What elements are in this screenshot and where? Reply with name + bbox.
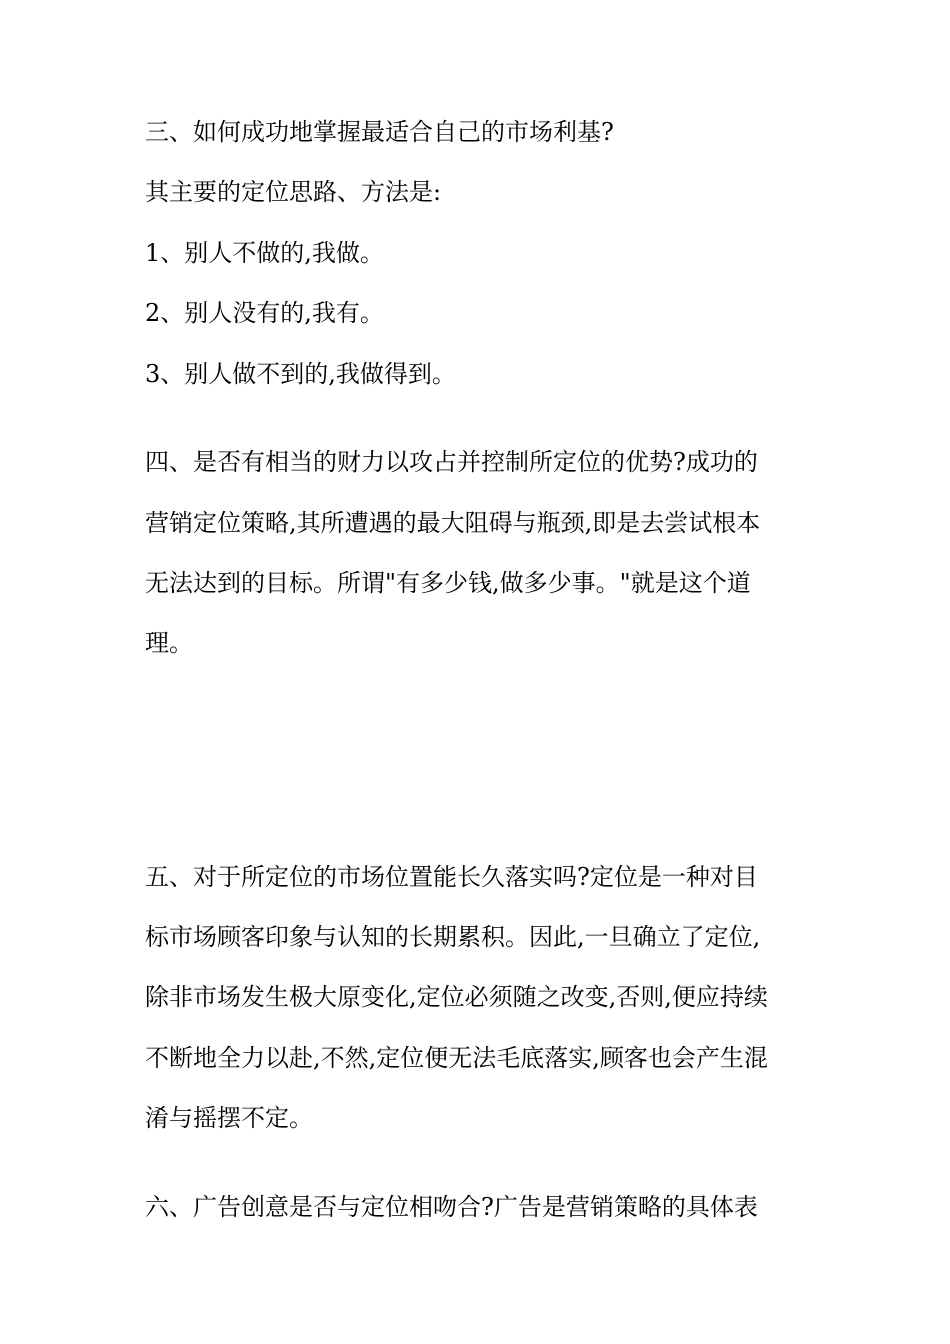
section3-intro: 其主要的定位思路、方法是: — [145, 178, 442, 206]
section4-line-1: 四、是否有相当的财力以攻占并控制所定位的优势?成功的 — [145, 448, 758, 476]
section4-line-2: 营销定位策略,其所遭遇的最大阻碍与瓶颈,即是去尝试根本 — [145, 509, 761, 537]
section3-item-1: 1、别人不做的,我做。 — [145, 239, 384, 267]
section5-line-1: 五、对于所定位的市场位置能长久落实吗?定位是一种对目 — [145, 863, 758, 891]
section5-line-3: 除非市场发生极大原变化,定位必须随之改变,否则,便应持续 — [145, 983, 768, 1011]
section6-line-1: 六、广告创意是否与定位相吻合?广告是营销策略的具体表 — [145, 1193, 758, 1221]
section4-line-4: 理。 — [145, 629, 193, 657]
section4-line-3: 无法达到的目标。所谓"有多少钱,做多少事。"就是这个道 — [145, 569, 751, 597]
section3-item-2: 2、别人没有的,我有。 — [145, 299, 384, 327]
section5-line-4: 不断地全力以赴,不然,定位便无法毛底落实,顾客也会产生混 — [145, 1044, 768, 1072]
section3-item-3: 3、别人做不到的,我做得到。 — [145, 360, 456, 388]
section5-line-2: 标市场顾客印象与认知的长期累积。因此,一旦确立了定位, — [145, 923, 761, 951]
section5-line-5: 淆与摇摆不定。 — [145, 1104, 313, 1132]
section3-heading: 三、如何成功地掌握最适合自己的市场利基? — [145, 118, 614, 146]
